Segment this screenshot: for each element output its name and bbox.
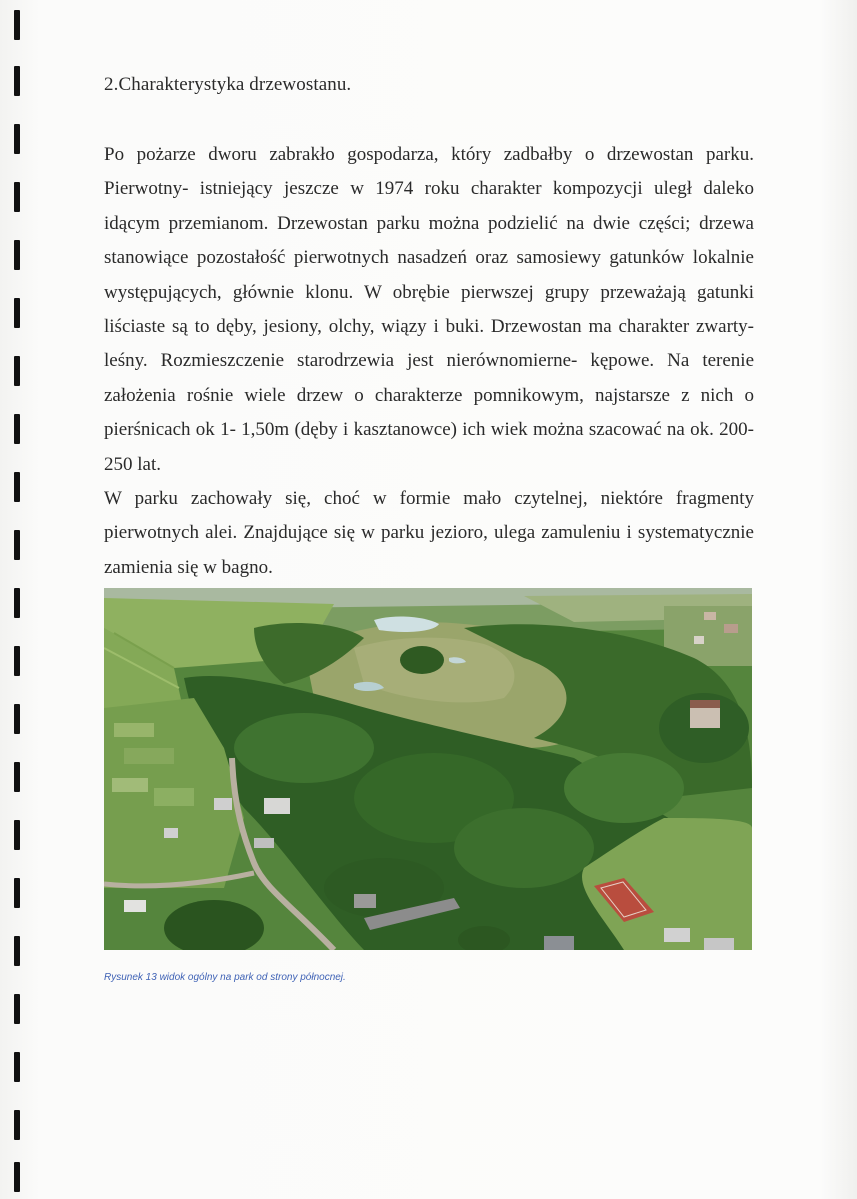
- paragraph: Po pożarze dworu zabrakło gospodarza, który zadbałby o drzewostan parku. Pierwotny- istniejący jeszcze w 1974 roku charakter kompozycji uległ daleko idącym przemianom. Drzewostan parku można podzielić na dwie części; drzewa stanowiące pozostałość pierwotnych nasadzeń oraz samosiewy gatunków lokalnie występujących, głównie klonu. W obrębie pierwszej grupy przeważają gatunki liściaste są to dęby, jesiony, olchy, wiązy i buki. Drzewostan ma charakter zwarty- leśny. Rozmieszczenie starodrzewia jest nierównomierne- kępowe. Na terenie założenia rośnie wiele drzew o charakterze pomnikowym, najstarsze z nich o pierśnicach ok 1- 1,50m (dęby i kasztanowce) ich wiek można szacować na ok. 200-250 lat.: [104, 144, 754, 475]
- binding-hole: [14, 182, 20, 212]
- binding-hole: [14, 472, 20, 502]
- aerial-photo: [104, 588, 752, 950]
- binding-hole: [14, 646, 20, 676]
- figure-caption: Rysunek 13 widok ogólny na park od strony północnej.: [104, 972, 346, 983]
- section-heading: 2.Charakterystyka drzewostanu.: [104, 74, 352, 95]
- binding-hole: [14, 588, 20, 618]
- binding-hole: [14, 298, 20, 328]
- paragraph: W parku zachowały się, choć w formie mało czytelnej, niektóre fragmenty pierwotnych alei. Znajdujące się w parku jezioro, ulega zamuleniu i systematycznie zamienia się w bagno.: [104, 488, 754, 578]
- binding-hole: [14, 414, 20, 444]
- binding-hole: [14, 994, 20, 1024]
- binding-hole: [14, 820, 20, 850]
- binding-hole: [14, 124, 20, 154]
- binding-hole: [14, 240, 20, 270]
- binding-hole: [14, 762, 20, 792]
- binding-hole: [14, 1162, 20, 1192]
- binding-holes: [0, 0, 40, 1199]
- aerial-photo-illustration: [104, 588, 752, 950]
- binding-hole: [14, 1052, 20, 1082]
- binding-hole: [14, 878, 20, 908]
- binding-hole: [14, 66, 20, 96]
- binding-hole: [14, 356, 20, 386]
- binding-hole: [14, 936, 20, 966]
- binding-hole: [14, 1110, 20, 1140]
- binding-hole: [14, 530, 20, 560]
- binding-hole: [14, 10, 20, 40]
- body-text: [104, 138, 754, 585]
- binding-hole: [14, 704, 20, 734]
